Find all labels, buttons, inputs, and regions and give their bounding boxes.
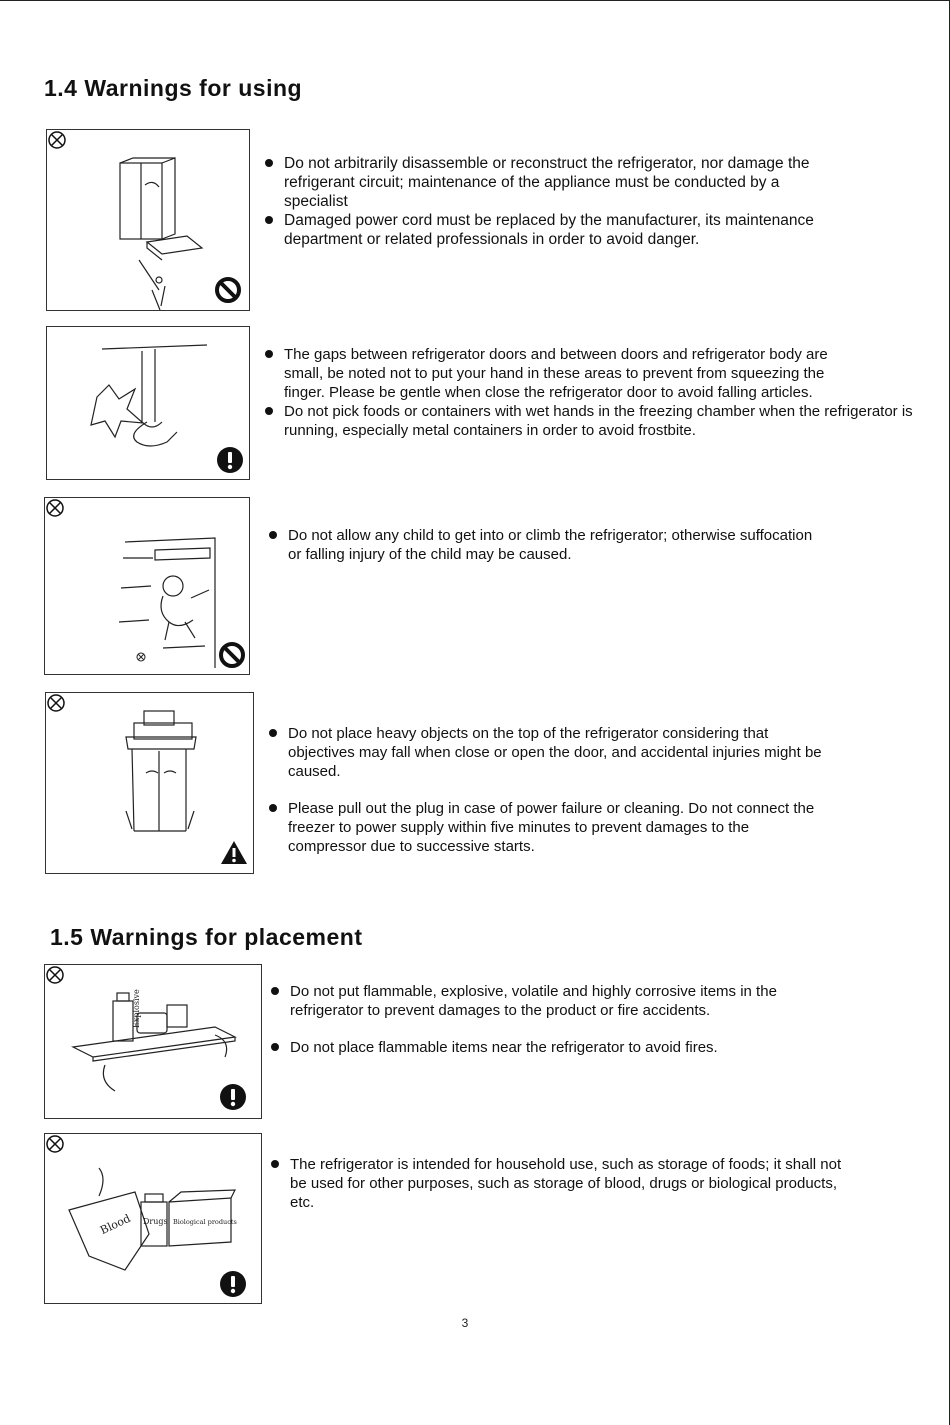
- section-title-warnings-using: 1.4 Warnings for using: [44, 75, 303, 101]
- prohibit-cross-icon: [47, 130, 67, 150]
- prohibit-cross-icon: [46, 693, 66, 713]
- illustration-disassemble: [46, 129, 250, 311]
- section-title-warnings-placement: 1.5 Warnings for placement: [50, 924, 363, 950]
- prohibited-badge-icon: [214, 276, 242, 304]
- warning-item: Do not place flammable items near the refrigerator to avoid fires.: [268, 1038, 828, 1057]
- warning-item: Do not pick foods or containers with wet hands in the freezing chamber when the refrigerator is running, especially metal containers in order to avoid frostbite.: [262, 402, 922, 440]
- warning-list-door-gap: [262, 345, 922, 440]
- page-top-border: [0, 0, 950, 1]
- prohibited-badge-icon: [218, 641, 246, 669]
- warning-triangle-icon: [220, 839, 248, 867]
- warning-item: Do not arbitrarily disassemble or reconstruct the refrigerator, nor damage the refrigerant circuit; maintenance of the appliance must be conducted by a specialist: [262, 154, 842, 211]
- warning-list-heavy: [266, 724, 826, 856]
- warning-item: Do not put flammable, explosive, volatile and highly corrosive items in the refrigerator to prevent damages to the product or fire accidents.: [268, 982, 828, 1020]
- explosive-label: Explosive: [132, 989, 141, 1028]
- warning-list-child: [266, 526, 826, 564]
- biological-label: Biological products: [173, 1218, 237, 1226]
- warning-list-flammable: [268, 982, 828, 1057]
- caution-badge-icon: [219, 1083, 247, 1111]
- prohibit-cross-icon: [45, 1134, 65, 1154]
- illustration-door-gap: [46, 326, 250, 480]
- warning-item: The gaps between refrigerator doors and between doors and refrigerator body are small, be noted not to put your hand in these areas to prevent from squeezing the finger. Please be gentle when close the refrigerator door to avoid falling articles.: [262, 345, 922, 402]
- illustration-household-use: [44, 1133, 262, 1304]
- drugs-label: Drugs: [143, 1217, 168, 1226]
- illustration-heavy-objects: [45, 692, 254, 874]
- warning-item: Damaged power cord must be replaced by the manufacturer, its maintenance department or related professionals in order to avoid danger.: [262, 211, 842, 249]
- page-number: 3: [461, 1316, 469, 1330]
- warning-item: Do not allow any child to get into or climb the refrigerator; otherwise suffocation or falling injury of the child may be caused.: [266, 526, 826, 564]
- prohibit-cross-icon: [45, 965, 65, 985]
- warning-item: Please pull out the plug in case of power failure or cleaning. Do not connect the freezer to power supply within five minutes to prevent damages to the compressor due to successive starts.: [266, 799, 826, 856]
- blood-label: Blood: [98, 1211, 133, 1238]
- warning-list-household: [268, 1155, 848, 1212]
- illustration-child-climb: [44, 497, 250, 675]
- prohibit-cross-icon: [45, 498, 65, 518]
- warning-list-disassemble: [262, 154, 842, 249]
- caution-badge-icon: [219, 1270, 247, 1298]
- warning-item: The refrigerator is intended for household use, such as storage of foods; it shall not be used for other purposes, such as storage of blood, drugs or biological products, etc.: [268, 1155, 848, 1212]
- warning-item: Do not place heavy objects on the top of the refrigerator considering that objectives may fall when close or open the door, and accidental injuries might be caused.: [266, 724, 826, 781]
- illustration-flammable: [44, 964, 262, 1119]
- caution-badge-icon: [216, 446, 244, 474]
